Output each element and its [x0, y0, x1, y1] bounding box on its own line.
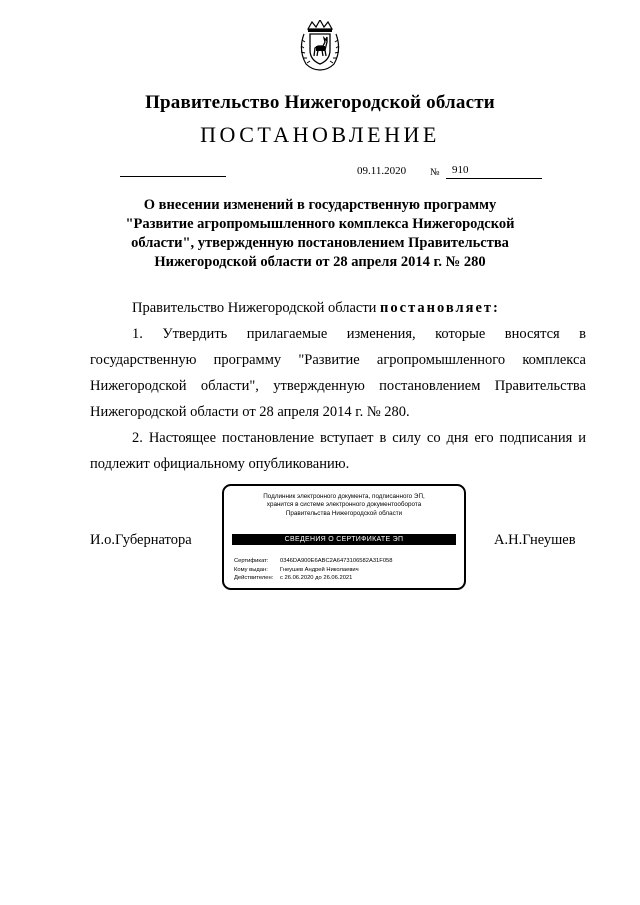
blank-date-line — [120, 176, 226, 177]
preamble-text: Правительство Нижегородской области — [132, 300, 381, 316]
electronic-signature-stamp — [222, 484, 466, 590]
signatory-name: А.Н.Гнеушев — [494, 532, 576, 548]
paragraph-1-line-3: Нижегородской области", утвержденную постановлением Правительства — [90, 378, 586, 394]
stamp-notice — [224, 493, 464, 518]
paragraph-2-line-2: подлежит официальному опубликованию. — [90, 456, 350, 472]
issued-to-label: Кому выдан: — [234, 566, 268, 573]
coat-of-arms-icon — [298, 20, 342, 72]
document-type: ПОСТАНОВЛЕНИЕ — [200, 122, 440, 147]
paragraph-1-line-4: Нижегородской области от 28 апреля 2014 г. № 280. — [90, 404, 410, 420]
valid-label: Действителен: — [234, 575, 274, 582]
valid-value: с 26.06.2020 до 26.06.2021 — [280, 575, 353, 582]
paragraph-2-line-1: 2. Настоящее постановление вступает в силу со дня его подписания и — [132, 430, 586, 446]
cert-value: 0346DA900E6ABC2A6473106582A31F058 — [280, 558, 393, 564]
paragraph-1-line-2: государственную программу "Развитие агропромышленного комплекса — [90, 352, 586, 368]
stamp-notice-line: хранится в системе электронного документооборота — [266, 501, 422, 509]
number-sign: № — [430, 167, 440, 178]
org-title: Правительство Нижегородской области — [145, 92, 495, 113]
cert-label: Сертификат: — [234, 558, 269, 564]
preamble-verb: постановляет: — [380, 300, 500, 316]
signatory-position: И.о.Губернатора — [90, 532, 192, 548]
preamble — [90, 295, 586, 321]
issued-to-value: Гнеушев Андрей Николаевич — [280, 566, 359, 573]
document-number: 910 — [446, 164, 542, 179]
paragraph-1-line-1: 1. Утвердить прилагаемые изменения, которые вносятся в — [132, 326, 586, 342]
stamp-notice-line: Подлинник электронного документа, подписанного ЭП, — [263, 493, 425, 500]
stamp-certificate-header: СВЕДЕНИЯ О СЕРТИФИКАТЕ ЭП — [232, 534, 456, 545]
stamp-certificate-details — [234, 557, 393, 583]
stamp-notice-line: Правительства Нижегородской области — [285, 509, 403, 517]
document-subject: О внесении изменений в государственную программу "Развитие агропромышленного комплекса Нижегородской области", утвержденную постановлением Правительства Нижегородской области от 28 апреля 2014 г. № 280 — [125, 197, 515, 270]
document-date: 09.11.2020 — [357, 165, 407, 177]
